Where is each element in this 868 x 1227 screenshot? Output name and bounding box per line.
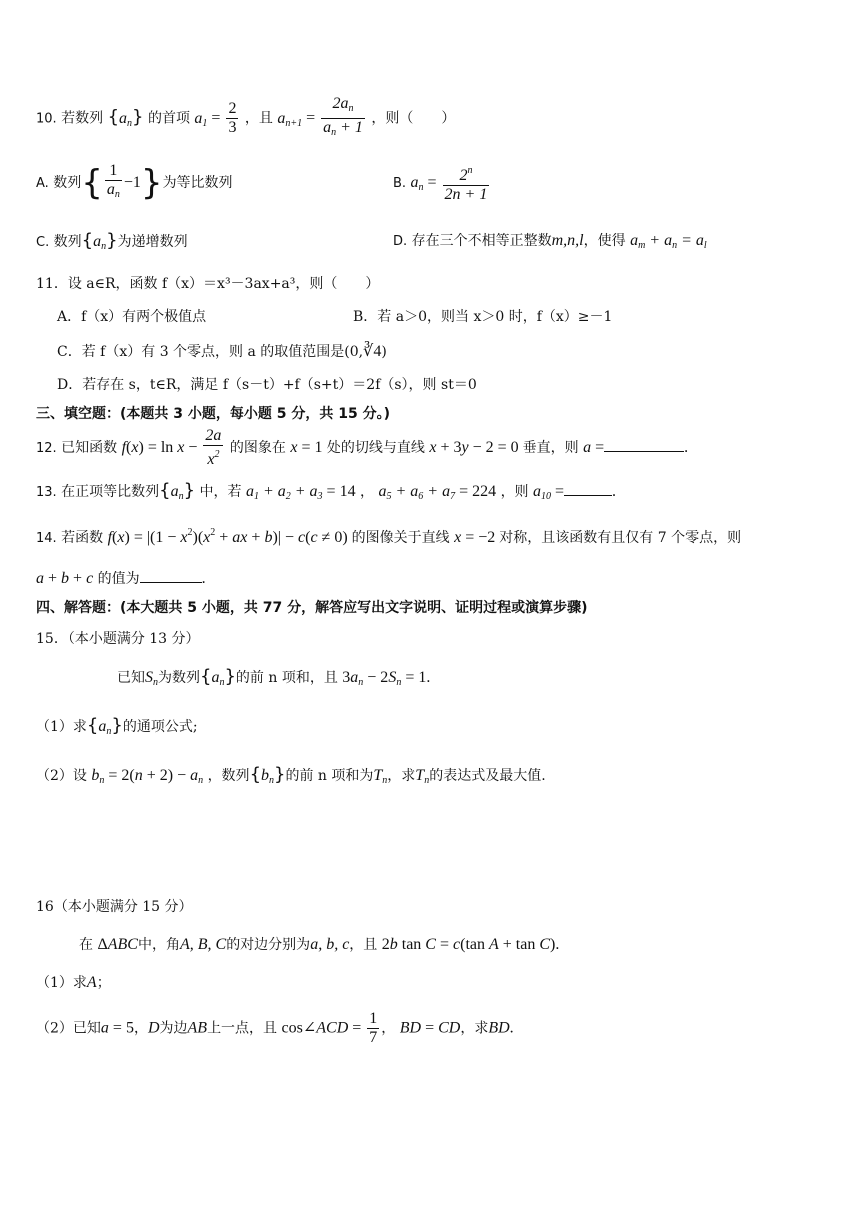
q10-option-d: D. 存在三个不相等正整数m,n,l，使得 $a_m + a_n = a_l$ [393, 232, 707, 251]
q16-statement: 在 ΔABC中，角A, B, C的对边分别为a, b, c，且 2b tan C = c(tan A + tan C). [79, 936, 560, 953]
q11-option-d: D．若存在 s，t∈R，满足 f（s－t）+f（s+t）＝2f（s），则 st＝0 [57, 377, 477, 393]
section-4-heading: 四、解答题：(本大题共 5 小题，共 77 分，解答应写出文字说明、证明过程或演算步骤) [36, 600, 588, 616]
q16-part1: （1）求A； [36, 974, 111, 991]
q10-stem: 10. 若数列 $\{a_n\}$ 的首项 $a_1$ = $\frac{2}{3}$ ，且 $a_{n+1}$ = $\frac{2a_n}{a_n + 1}$ ，则（ ） [36, 95, 456, 138]
q15-part1: （1）求$\{a_n\}$的通项公式; [36, 715, 198, 737]
q11-option-a: A．f（x）有两个极值点 [57, 309, 207, 325]
q10-option-c: C. 数列$\{a_n\}$为递增数列 [36, 230, 188, 252]
q11-option-c: C．若 f（x）有 3 个零点，则 a 的取值范围是(0,∛4) [57, 343, 387, 360]
q11-stem: 11．设 a∈R，函数 f（x）＝x³－3ax+a³，则（ ） [36, 276, 380, 292]
q15-part2: （2）设 $b_n = 2(n + 2) - a_n$ ，数列$\{b_n\}$的前 n 项和为$T_n$，求$T_n$的表达式及最大值. [36, 764, 546, 786]
q12: 12. 已知函数 f(x) = ln x − $\frac{2a}{x^2}$ 的图象在 x = 1 处的切线与直线 x + 3y − 2 = 0 垂直，则 a = . [36, 427, 689, 468]
q14-line2: a + b + c 的值为 . [36, 570, 206, 587]
q13: 13. 在正项等比数列$\{a_n\}$ 中，若 $a_1 + a_2 + a_3 = 14$ ， $a_5 + a_6 + a_7 = 224$ ，则 $a_{10}$ = . [36, 480, 617, 502]
section-3-heading: 三、填空题：(本题共 3 小题，每小题 5 分，共 15 分。) [36, 406, 391, 422]
q10-option-b: B. $a_n$ = $\frac{2^n}{2n + 1}$ [393, 162, 491, 204]
q15-statement: 已知$S_n$为数列$\{a_n\}$的前 n 项和，且 $3a_n - 2S_n = 1$. [117, 666, 431, 688]
q14-line1: 14. 若函数 $f(x) = |(1 - x^2)(x^2$ + ax + b)| − c(c ≠ 0) 的图像关于直线 x = −2 对称，且该函数有且仅有 7 个零点，则 [36, 527, 742, 546]
q16-part2: （2）已知a = 5，D为边AB上一点，且 cos∠ACD = $\frac{1}{7}$ ， BD = CD，求BD. [36, 1010, 514, 1046]
q10-option-a: A. 数列{ $\frac{1}{a_n}$ −1}为等比数列 [36, 162, 233, 203]
q11-option-b: B．若 a＞0，则当 x＞0 时，f（x）≥－1 [353, 309, 613, 325]
q16-heading: 16（本小题满分 15 分） [36, 899, 193, 915]
q15-heading: 15．（本小题满分 13 分） [36, 631, 200, 647]
